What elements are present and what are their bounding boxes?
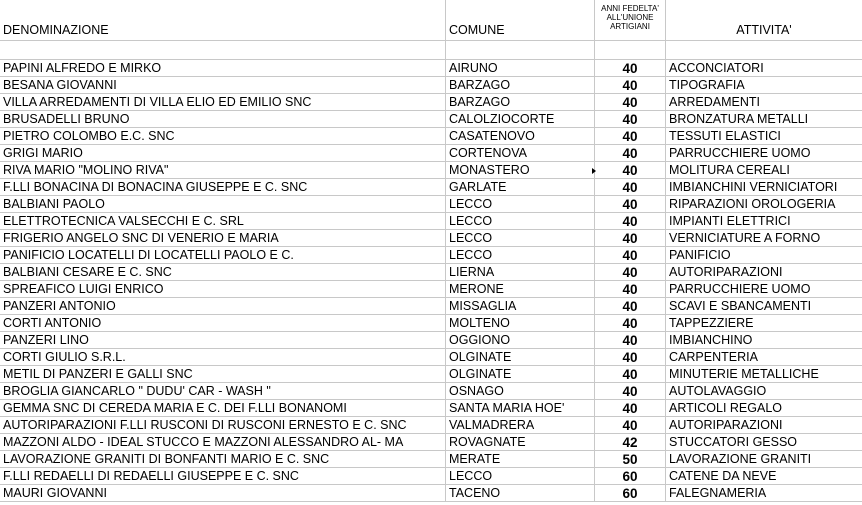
anni-cell[interactable]: 40	[595, 162, 666, 179]
denominazione-cell[interactable]: BRUSADELLI BRUNO	[0, 111, 446, 128]
attivita-cell[interactable]: ARREDAMENTI	[669, 95, 760, 109]
table-row	[0, 485, 862, 502]
anni-cell[interactable]: 40	[595, 247, 666, 264]
attivita-cell[interactable]: LAVORAZIONE GRANITI	[669, 452, 812, 466]
anni-cell[interactable]: 40	[595, 213, 666, 230]
anni-cell[interactable]: 40	[595, 111, 666, 128]
comune-cell[interactable]: MOLTENO	[446, 315, 595, 332]
denominazione-cell[interactable]: CORTI ANTONIO	[0, 315, 446, 332]
blank-cell[interactable]	[0, 41, 446, 60]
attivita-cell[interactable]: MINUTERIE METALLICHE	[669, 367, 819, 381]
table-row	[0, 468, 862, 485]
comune-cell[interactable]: LECCO	[446, 468, 595, 485]
denominazione-cell[interactable]: GEMMA SNC DI CEREDA MARIA E C. DEI F.LLI BONANOMI	[0, 400, 446, 417]
table-row	[0, 417, 862, 434]
table-row	[0, 451, 862, 468]
table-row	[0, 281, 862, 298]
anni-cell[interactable]: 40	[595, 196, 666, 213]
table-row	[0, 196, 862, 213]
attivita-cell[interactable]: RIPARAZIONI OROLOGERIA	[669, 197, 836, 211]
anni-cell[interactable]: 40	[595, 128, 666, 145]
table-row	[0, 213, 862, 230]
attivita-cell[interactable]: PARRUCCHIERE UOMO	[669, 282, 811, 296]
denominazione-cell[interactable]: LAVORAZIONE GRANITI DI BONFANTI MARIO E C. SNC	[0, 451, 446, 468]
comune-cell[interactable]: VALMADRERA	[446, 417, 595, 434]
header-anni-fedelta[interactable]	[595, 0, 666, 41]
denominazione-cell[interactable]: METIL DI PANZERI E GALLI SNC	[0, 366, 446, 383]
attivita-cell[interactable]: FALEGNAMERIA	[669, 486, 767, 500]
anni-cell[interactable]: 40	[595, 383, 666, 400]
comune-cell[interactable]: OSNAGO	[446, 383, 595, 400]
denominazione-cell[interactable]: F.LLI BONACINA DI BONACINA GIUSEPPE E C. SNC	[0, 179, 446, 196]
anni-cell[interactable]: 40	[595, 349, 666, 366]
table-row	[0, 94, 862, 111]
header-comune[interactable]: COMUNE	[446, 0, 595, 41]
attivita-cell[interactable]: TESSUTI ELASTICI	[669, 129, 781, 143]
attivita-cell[interactable]: STUCCATORI GESSO	[669, 435, 798, 449]
denominazione-cell[interactable]: SPREAFICO LUIGI ENRICO	[0, 281, 446, 298]
header-anni-line2: ALL'UNIONE	[606, 13, 654, 22]
denominazione-cell[interactable]: PANIFICIO LOCATELLI DI LOCATELLI PAOLO E C.	[0, 247, 446, 264]
attivita-cell[interactable]: PARRUCCHIERE UOMO	[669, 146, 811, 160]
header-anni-line3: ARTIGIANI	[610, 22, 650, 31]
comune-cell[interactable]: SANTA MARIA HOE'	[446, 400, 595, 417]
denominazione-cell[interactable]: BALBIANI CESARE E C. SNC	[0, 264, 446, 281]
table-row	[0, 264, 862, 281]
comune-cell[interactable]: MERONE	[446, 281, 595, 298]
attivita-cell[interactable]: AUTORIPARAZIONI	[669, 418, 783, 432]
anni-cell[interactable]: 40	[595, 230, 666, 247]
comune-cell[interactable]: MERATE	[446, 451, 595, 468]
anni-cell[interactable]: 40	[595, 145, 666, 162]
denominazione-cell[interactable]: ELETTROTECNICA VALSECCHI E C. SRL	[0, 213, 446, 230]
comment-indicator-icon	[592, 168, 596, 174]
denominazione-cell[interactable]: PIETRO COLOMBO E.C. SNC	[0, 128, 446, 145]
attivita-cell[interactable]: MOLITURA CEREALI	[669, 163, 790, 177]
anni-cell[interactable]: 40	[595, 366, 666, 383]
comune-cell[interactable]: BARZAGO	[446, 77, 595, 94]
attivita-cell[interactable]: CATENE DA NEVE	[669, 469, 777, 483]
table-row	[0, 111, 862, 128]
blank-cell[interactable]	[595, 41, 666, 60]
anni-cell[interactable]: 40	[595, 179, 666, 196]
attivita-cell[interactable]: AUTOLAVAGGIO	[669, 384, 767, 398]
anni-cell[interactable]: 40	[595, 94, 666, 111]
comune-cell[interactable]: BARZAGO	[446, 94, 595, 111]
comune-cell[interactable]: LECCO	[446, 196, 595, 213]
comune-cell[interactable]: MONASTERO	[446, 162, 595, 179]
attivita-cell[interactable]: IMBIANCHINI VERNICIATORI	[669, 180, 838, 194]
attivita-cell[interactable]: TIPOGRAFIA	[669, 78, 745, 92]
blank-cell[interactable]	[666, 41, 862, 60]
attivita-cell[interactable]: TAPPEZZIERE	[669, 316, 754, 330]
attivita-cell[interactable]: SCAVI E SBANCAMENTI	[669, 299, 812, 313]
denominazione-cell[interactable]: F.LLI REDAELLI DI REDAELLI GIUSEPPE E C. SNC	[0, 468, 446, 485]
comune-cell[interactable]: LECCO	[446, 247, 595, 264]
denominazione-cell[interactable]: MAURI GIOVANNI	[0, 485, 446, 502]
table-row	[0, 128, 862, 145]
denominazione-cell[interactable]: PAPINI ALFREDO E MIRKO	[0, 60, 446, 77]
anni-cell[interactable]: 50	[595, 451, 666, 468]
table-row	[0, 366, 862, 383]
anni-cell[interactable]: 40	[595, 298, 666, 315]
comune-cell[interactable]: GARLATE	[446, 179, 595, 196]
anni-cell[interactable]: 40	[595, 77, 666, 94]
denominazione-cell[interactable]: BESANA GIOVANNI	[0, 77, 446, 94]
comune-cell[interactable]: CORTENOVA	[446, 145, 595, 162]
attivita-cell[interactable]: ACCONCIATORI	[669, 61, 764, 75]
comune-cell[interactable]: AIRUNO	[446, 60, 595, 77]
denominazione-cell[interactable]: PANZERI ANTONIO	[0, 298, 446, 315]
table-row	[0, 315, 862, 332]
anni-cell[interactable]: 40	[595, 332, 666, 349]
attivita-cell[interactable]: AUTORIPARAZIONI	[669, 265, 783, 279]
denominazione-cell[interactable]: CORTI GIULIO S.R.L.	[0, 349, 446, 366]
attivita-cell[interactable]: VERNICIATURE A FORNO	[669, 231, 821, 245]
denominazione-cell[interactable]: GRIGI MARIO	[0, 145, 446, 162]
comune-cell[interactable]: LECCO	[446, 213, 595, 230]
header-row	[0, 0, 862, 41]
denominazione-cell[interactable]: FRIGERIO ANGELO SNC DI VENERIO E MARIA	[0, 230, 446, 247]
header-attivita[interactable]: ATTIVITA'	[736, 23, 792, 37]
anni-cell[interactable]: 40	[595, 264, 666, 281]
denominazione-cell[interactable]: BALBIANI PAOLO	[0, 196, 446, 213]
comune-cell[interactable]: LECCO	[446, 230, 595, 247]
table-row	[0, 400, 862, 417]
comune-cell[interactable]: CALOLZIOCORTE	[446, 111, 595, 128]
anni-cell[interactable]: 40	[595, 315, 666, 332]
anni-cell[interactable]: 40	[595, 417, 666, 434]
attivita-cell[interactable]: IMBIANCHINO	[669, 333, 753, 347]
comune-cell[interactable]: OGGIONO	[446, 332, 595, 349]
denominazione-cell[interactable]: BROGLIA GIANCARLO " DUDU' CAR - WASH "	[0, 383, 446, 400]
blank-row	[0, 41, 862, 60]
table-row	[0, 60, 862, 77]
denominazione-cell[interactable]: VILLA ARREDAMENTI DI VILLA ELIO ED EMILIO SNC	[0, 94, 446, 111]
header-anni-line1: ANNI FEDELTA'	[601, 4, 659, 13]
blank-cell[interactable]	[446, 41, 595, 60]
comune-cell[interactable]: TACENO	[446, 485, 595, 502]
table-row	[0, 162, 862, 179]
header-denominazione[interactable]: DENOMINAZIONE	[0, 0, 446, 41]
table-row	[0, 298, 862, 315]
table-row	[0, 145, 862, 162]
attivita-cell[interactable]: ARTICOLI REGALO	[669, 401, 782, 415]
comune-cell[interactable]: LIERNA	[446, 264, 595, 281]
anni-cell[interactable]: 40	[595, 60, 666, 77]
attivita-cell[interactable]: BRONZATURA METALLI	[669, 112, 809, 126]
denominazione-cell[interactable]: AUTORIPARAZIONI F.LLI RUSCONI DI RUSCONI ERNESTO E C. SNC	[0, 417, 446, 434]
anni-cell[interactable]: 60	[595, 485, 666, 502]
comune-cell[interactable]: OLGINATE	[446, 366, 595, 383]
anni-cell[interactable]: 40	[595, 281, 666, 298]
attivita-cell[interactable]: IMPIANTI ELETTRICI	[669, 214, 791, 228]
table-row	[0, 434, 862, 451]
table-row	[0, 383, 862, 400]
anni-cell[interactable]: 42	[595, 434, 666, 451]
table-row	[0, 349, 862, 366]
attivita-cell[interactable]: PANIFICIO	[669, 248, 731, 262]
anni-cell[interactable]: 60	[595, 468, 666, 485]
table-row	[0, 332, 862, 349]
denominazione-cell[interactable]: PANZERI LINO	[0, 332, 446, 349]
table-row	[0, 230, 862, 247]
denominazione-cell[interactable]: MAZZONI ALDO - IDEAL STUCCO E MAZZONI ALESSANDRO AL- MA	[0, 434, 446, 451]
comune-cell[interactable]: MISSAGLIA	[446, 298, 595, 315]
attivita-cell[interactable]: CARPENTERIA	[669, 350, 758, 364]
anni-cell[interactable]: 40	[595, 400, 666, 417]
denominazione-cell[interactable]: RIVA MARIO "MOLINO RIVA"	[0, 162, 446, 179]
table-row	[0, 179, 862, 196]
table-row	[0, 247, 862, 264]
comune-cell[interactable]: OLGINATE	[446, 349, 595, 366]
table-row	[0, 77, 862, 94]
comune-cell[interactable]: ROVAGNATE	[446, 434, 595, 451]
comune-cell[interactable]: CASATENOVO	[446, 128, 595, 145]
